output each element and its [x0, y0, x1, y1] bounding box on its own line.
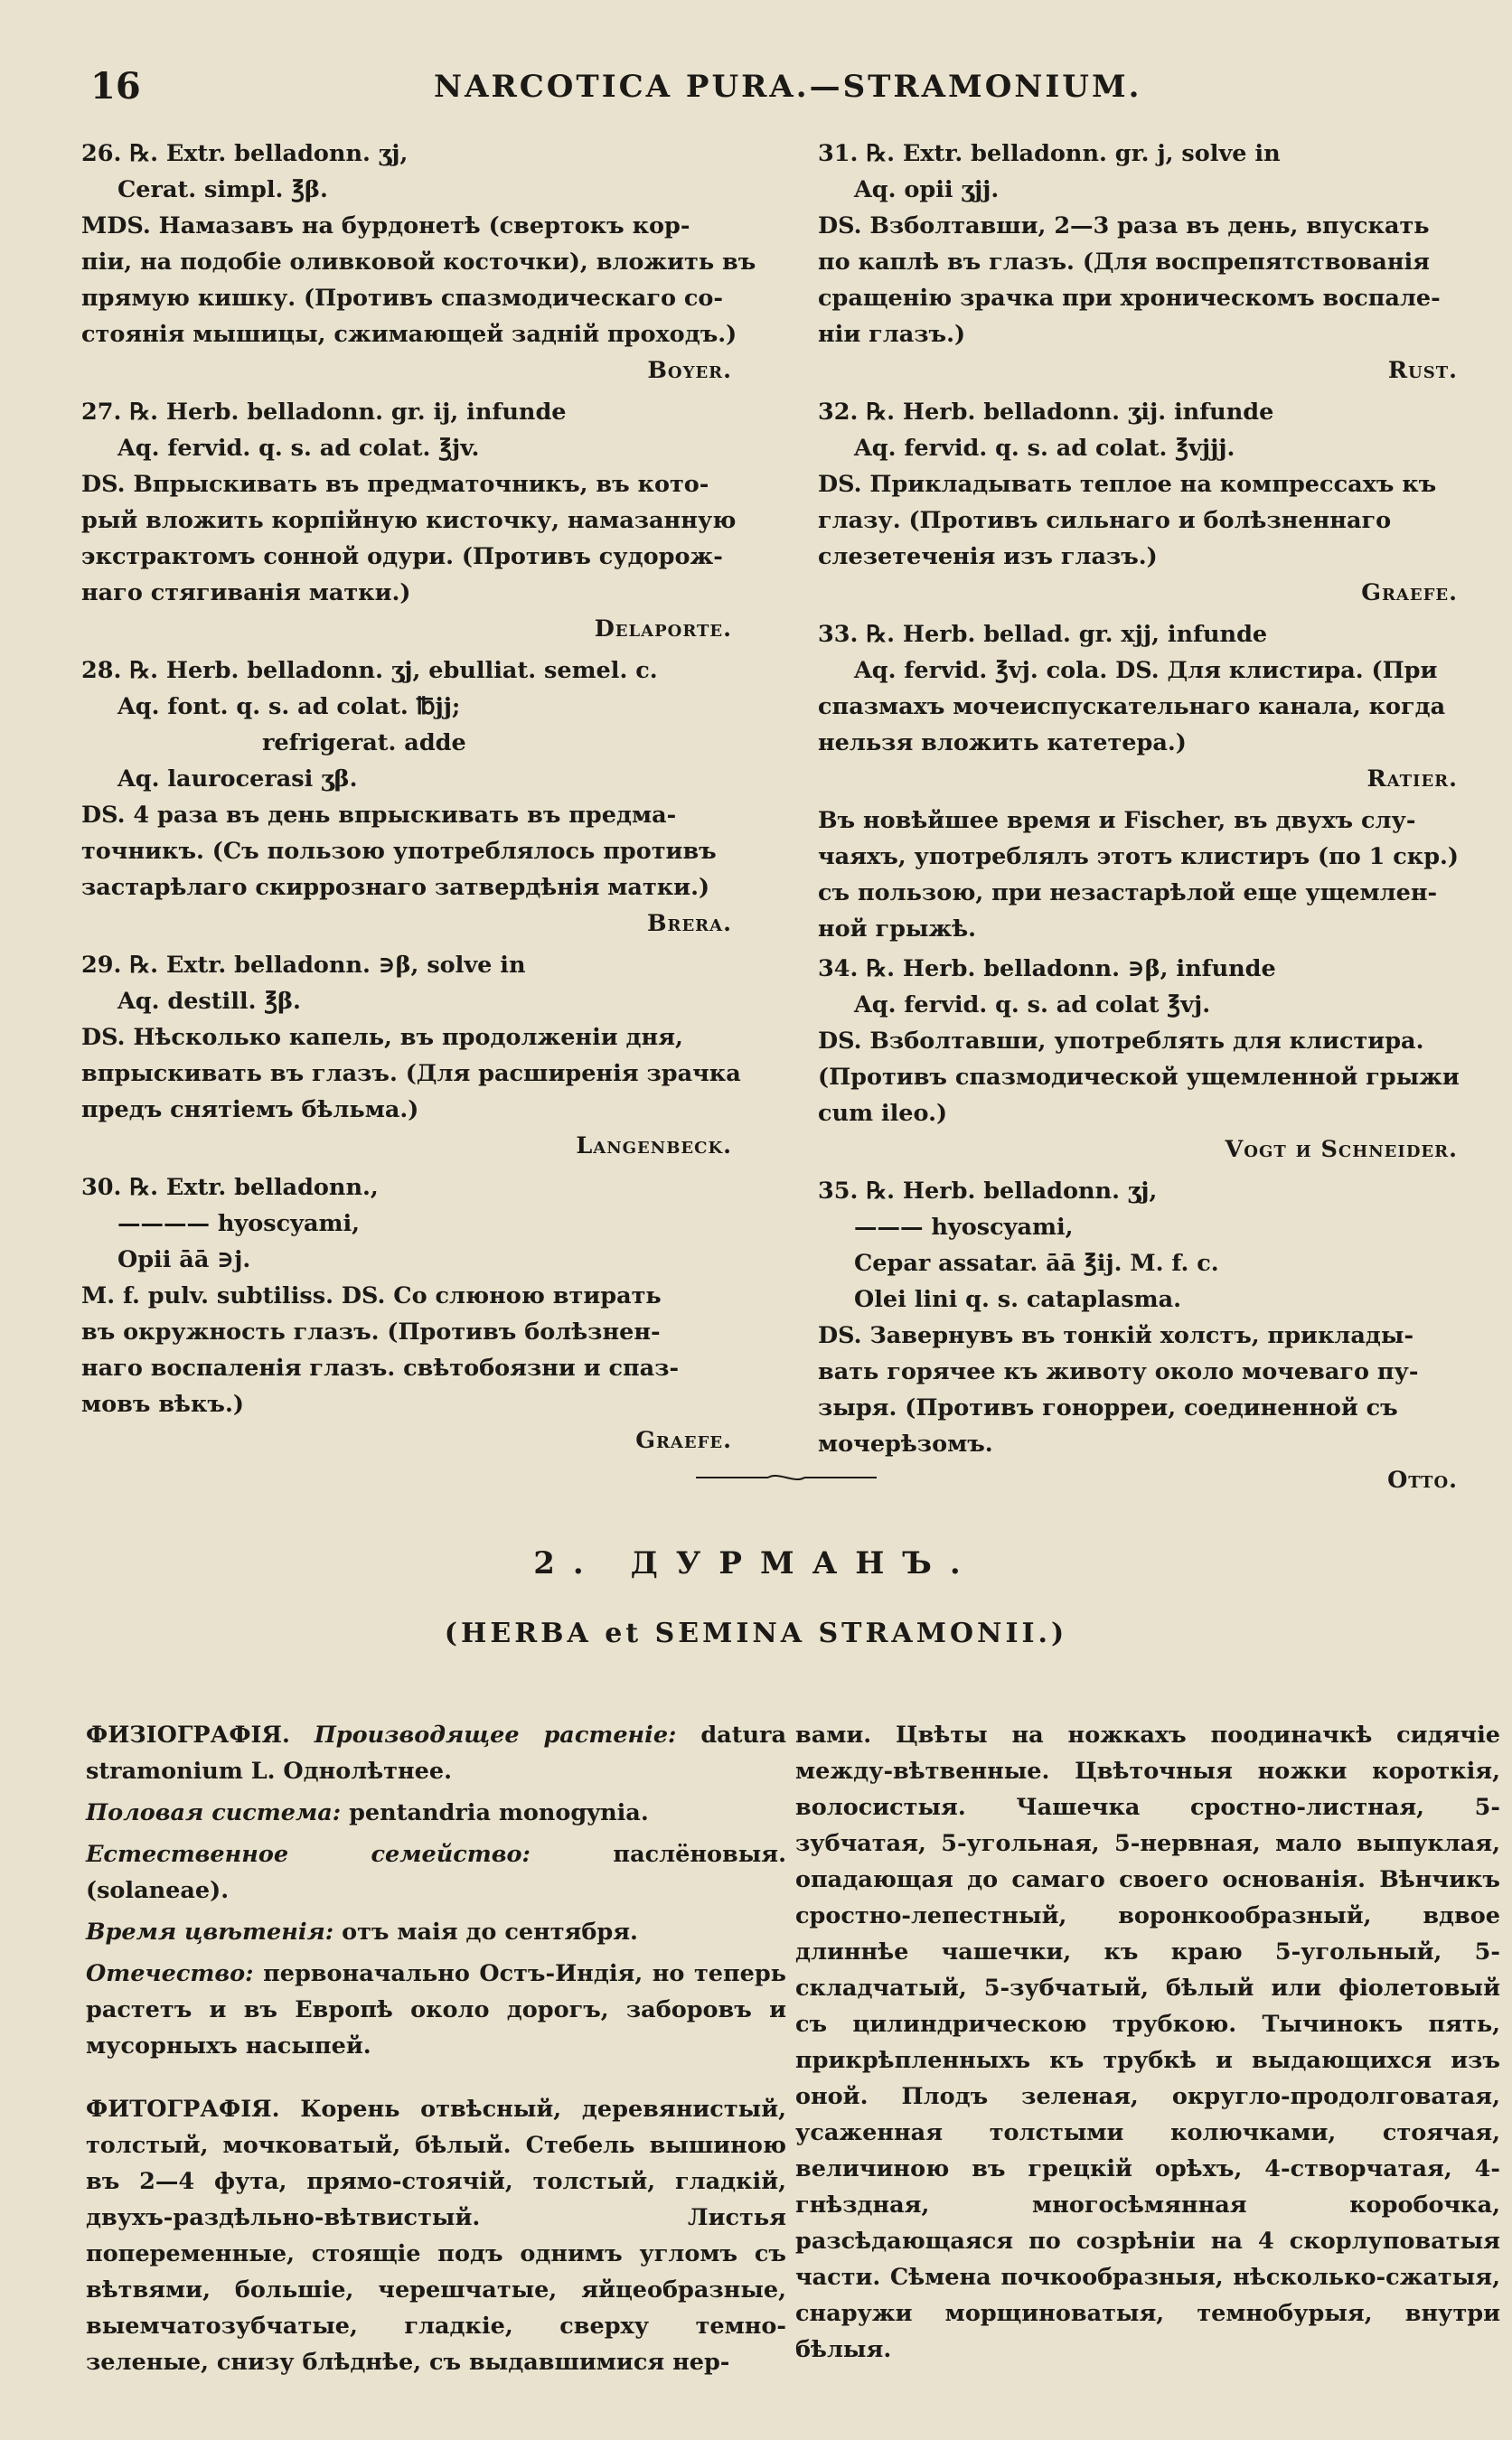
recipe-line: DS. Прикладывать теплое на компрессахъ къ: [818, 471, 1437, 498]
recipe-author: Brera.: [646, 910, 732, 937]
recipe-line: Olei lini q. s. cataplasma.: [854, 1286, 1181, 1313]
recipe-author: Boyer.: [647, 357, 732, 384]
recipe-author: Delaporte.: [594, 615, 732, 643]
recipe-line: (Противъ спазмодической ущемленной грыжи: [818, 1064, 1460, 1091]
section-title: 2. ДУРМАНЪ.: [533, 1545, 979, 1581]
recipe-block: [818, 394, 1512, 611]
recipe-author: Graefe.: [1361, 579, 1458, 606]
recipe-line: наго стягиванія матки.): [81, 579, 411, 606]
recipe-line: 34. ℞. Herb. belladonn. ∋β, infunde: [818, 955, 1276, 982]
recipe-line: по каплѣ въ глазъ. (Для воспрепятствованія: [818, 249, 1431, 276]
physiography-sexual-system: [86, 1795, 786, 1831]
recipe-line: въ окружность глазъ. (Противъ болѣзнен-: [81, 1319, 661, 1346]
recipe-line: стоянія мышицы, сжимающей заднiй проходъ.): [81, 321, 737, 348]
recipe-line: Cerat. simpl. ℥β.: [117, 176, 328, 203]
recipe-author: Ratier.: [1366, 765, 1458, 793]
recipe-block: [81, 394, 786, 647]
physiography-homeland: [86, 1956, 786, 2064]
phytography-text: Корень отвѣсный, деревянистый, толстый, мочковатый, бѣлый. Стебель вышиною въ 2—4 фута, прямо-стоячій, толстый, гладкій, двухъ-раздѣльно-вѣтвистый. Листья попеременные, стоящіе подъ однимъ угломъ съ вѣтвями, большіе, черешчатые, яйцеобразные, выемчатозубчатые, гладкіе, сверху темно-зеленые, снизу блѣднѣе, съ выдавшимися нер-: [86, 2096, 786, 2376]
flowering-text: отъ маія до сентября.: [342, 1919, 638, 1946]
recipe-line: вать горячее къ животу около мочеваго пу-: [818, 1358, 1419, 1385]
page-number: 16: [90, 65, 141, 108]
recipe-line: мочерѣзомъ.: [818, 1431, 993, 1458]
recipe-line: рый вложить корпійную кисточку, намазанную: [81, 507, 737, 534]
recipe-line: зыря. (Противъ гонорреи, соединенной съ: [818, 1394, 1398, 1422]
recipe-line: наго воспаленія глазъ. свѣтобоязни и спаз-: [81, 1355, 680, 1382]
phytography-paragraph: [86, 2091, 786, 2380]
page-header: [90, 65, 1476, 110]
physiography-plant: [86, 1717, 786, 1789]
recipe-line: піи, на подобіе оливковой косточки), вложить въ: [81, 249, 756, 276]
recipe-block: [81, 947, 786, 1164]
recipe-line: мовъ вѣкъ.): [81, 1391, 244, 1418]
recipe-line: cum ileo.): [818, 1100, 948, 1127]
recipe-line: 28. ℞. Herb. belladonn. ʒj, ebulliat. semel. c.: [81, 657, 658, 684]
physiography-flowering: [86, 1914, 786, 1950]
section-subtitle: (HERBA et SEMINA STRAMONII.): [444, 1618, 1068, 1649]
recipe-line: Aq. fervid. ℥vj. cola. DS. Для клистира. (При: [854, 657, 1438, 684]
physiography-family: [86, 1836, 786, 1909]
description-left-column: [86, 1717, 786, 2386]
recipe-line: Aq. laurocerasi ʒβ.: [117, 765, 358, 793]
recipe-line: предъ снятіемъ бѣльма.): [81, 1096, 419, 1123]
recipe-line: глазу. (Противъ сильнаго и болѣзненнаго: [818, 507, 1392, 534]
left-recipes-column: [81, 136, 786, 1464]
flowering-label: Время цвѣтенія:: [86, 1919, 334, 1946]
recipe-line: M. f. pulv. subtiliss. DS. Со слюною втирать: [81, 1282, 662, 1309]
recipe-line: DS. Взболтавши, 2—3 раза въ день, впускать: [818, 212, 1430, 239]
recipe-line: Cepar assatar. āā ℥ij. M. f. c.: [854, 1250, 1219, 1277]
recipe-line: 32. ℞. Herb. belladonn. ʒij. infunde: [818, 399, 1274, 426]
recipe-line: спазмахъ мочеиспускательнаго канала, когда: [818, 693, 1446, 720]
recipe-line: Въ новѣйшее время и Fischer, въ двухъ слу-: [818, 807, 1416, 834]
recipe-block: [818, 951, 1512, 1168]
plant-text: datura stramonium L. Однолѣтнее.: [86, 1722, 786, 1785]
recipe-line: ——— hyoscyami,: [854, 1214, 1074, 1241]
recipe-line: Aq. opii ʒjj.: [854, 176, 1000, 203]
recipe-block: [81, 1169, 786, 1459]
recipe-block: [818, 802, 1512, 947]
recipe-line: DS. 4 раза въ день впрыскивать въ предма-: [81, 802, 677, 829]
recipe-line: 35. ℞. Herb. belladonn. ʒj,: [818, 1178, 1158, 1205]
recipe-author: Graefe.: [635, 1427, 732, 1454]
sexual-system-text: pentandria monogynia.: [349, 1799, 649, 1826]
recipe-line: прямую кишку. (Противъ спазмодическаго со-: [81, 285, 723, 312]
recipe-line: Aq. fervid. q. s. ad colat. ℥jv.: [117, 435, 480, 462]
recipe-line: Aq. destill. ℥β.: [117, 988, 301, 1015]
plant-label: Производящее растеніе:: [314, 1722, 677, 1749]
recipe-line: ———— hyoscyami,: [117, 1210, 361, 1237]
recipe-line: чаяхъ, употреблялъ этотъ клистиръ (по 1 скр.): [818, 843, 1459, 870]
recipe-line: DS. Завернувъ въ тонкій холстъ, приклады-: [818, 1322, 1414, 1349]
family-label: Естественное семейство:: [86, 1841, 531, 1868]
recipe-line: точникъ. (Съ пользою употреблялось противъ: [81, 838, 717, 865]
recipe-line: 26. ℞. Extr. belladonn. ʒj,: [81, 140, 409, 167]
recipe-line: сращенію зрачка при хроническомъ воспале-: [818, 285, 1441, 312]
description-right-column: [795, 1717, 1500, 2373]
recipe-block: [818, 616, 1512, 797]
recipe-line: застарѣлаго скиррознаго затвердѣнія матки.): [81, 874, 710, 901]
recipe-line: Aq. fervid. q. s. ad colat ℥vj.: [854, 991, 1211, 1018]
recipe-line: refrigerat. adde: [262, 729, 466, 756]
recipe-line: нельзя вложить катетера.): [818, 729, 1187, 756]
recipe-line: Aq. fervid. q. s. ad colat. ℥vjjj.: [854, 435, 1235, 462]
recipe-line: 27. ℞. Herb. belladonn. gr. ij, infunde: [81, 399, 567, 426]
recipe-block: [818, 1173, 1512, 1498]
recipe-line: экстрактомъ сонной одури. (Противъ судорож-: [81, 543, 723, 570]
recipe-block: [81, 652, 786, 942]
recipe-line: DS. Взболтавши, употреблять для клистира.: [818, 1028, 1424, 1055]
recipe-line: впрыскивать въ глазъ. (Для расширенія зрачка: [81, 1060, 741, 1087]
section-divider: [696, 1471, 877, 1484]
recipe-block: [818, 136, 1512, 389]
family-text: паслёновыя. (solaneae).: [86, 1841, 786, 1904]
physiography-label: ФИЗІОГРАФІЯ.: [86, 1722, 290, 1749]
homeland-text: первоначально Остъ-Индія, но теперь растетъ и въ Европѣ около дорогъ, заборовъ и мусорныхъ насыпей.: [86, 1960, 786, 2060]
recipe-line: Opii āā ∋j.: [117, 1246, 251, 1273]
right-recipes-column: [818, 136, 1512, 1504]
recipe-author: Rust.: [1387, 357, 1458, 384]
homeland-label: Отечество:: [86, 1960, 254, 1987]
recipe-author: Otto.: [1387, 1467, 1458, 1494]
recipe-line: съ пользою, при незастарѣлой еще ущемлен-: [818, 879, 1438, 906]
recipe-block: [81, 136, 786, 389]
recipe-line: ной грыжѣ.: [818, 915, 977, 943]
recipe-line: 31. ℞. Extr. belladonn. gr. j, solve in: [818, 140, 1281, 167]
recipe-line: 33. ℞. Herb. bellad. gr. xjj, infunde: [818, 621, 1268, 648]
recipe-author: Vogt и Schneider.: [1225, 1136, 1458, 1163]
sexual-system-label: Половая система:: [86, 1799, 342, 1826]
recipe-line: 30. ℞. Extr. belladonn.,: [81, 1174, 379, 1201]
recipe-line: DS. Впрыскивать въ предматочникъ, въ кото-: [81, 471, 709, 498]
running-head: NARCOTICA PURA.—STRAMONIUM.: [434, 69, 1142, 105]
recipe-line: слезетеченія изъ глазъ.): [818, 543, 1158, 570]
recipe-line: ніи глазъ.): [818, 321, 966, 348]
recipe-author: Langenbeck.: [576, 1132, 732, 1159]
recipe-line: Aq. font. q. s. ad colat. ℔jj;: [117, 693, 461, 720]
phytography-label: ФИТОГРАФІЯ.: [86, 2096, 280, 2123]
recipe-line: DS. Нѣсколько капель, въ продолженіи дня,: [81, 1024, 683, 1051]
phytography-continued: вами. Цвѣты на ножкахъ поодиначкѣ сидячіе между-вѣтвенные. Цвѣточныя ножки короткія, волосистыя. Чашечка сростно-листная, 5-зубчатая, 5-угольная, 5-нервная, мало выпуклая, опадающая до самаго своего основанія. Вѣнчикъ сростно-лепестный, воронкообразный, вдвое длиннѣе чашечки, къ краю 5-угольный, 5-складчатый, 5-зубчатый, бѣлый или фіолетовый съ цилиндрическою трубкою. Тычинокъ пять, прикрѣпленныхъ къ трубкѣ и выдающихся изъ оной. Плодъ зеленая, округло-продолговатая, усаженная толстыми колючками, стоячая, величиною въ грецкій орѣхъ, 4-створчатая, 4-гнѣздная, многосѣмянная коробочка, разсѣдающаяся по созрѣніи на 4 скорлуповатыя части. Сѣмена почкообразныя, нѣсколько-сжатыя, снаружи морщиноватыя, темнобурыя, внутри бѣлыя.: [795, 1722, 1500, 2363]
recipe-line: 29. ℞. Extr. belladonn. ∋β, solve in: [81, 952, 526, 979]
recipe-line: MDS. Намазавъ на бурдонетѣ (свертокъ кор-: [81, 212, 690, 239]
